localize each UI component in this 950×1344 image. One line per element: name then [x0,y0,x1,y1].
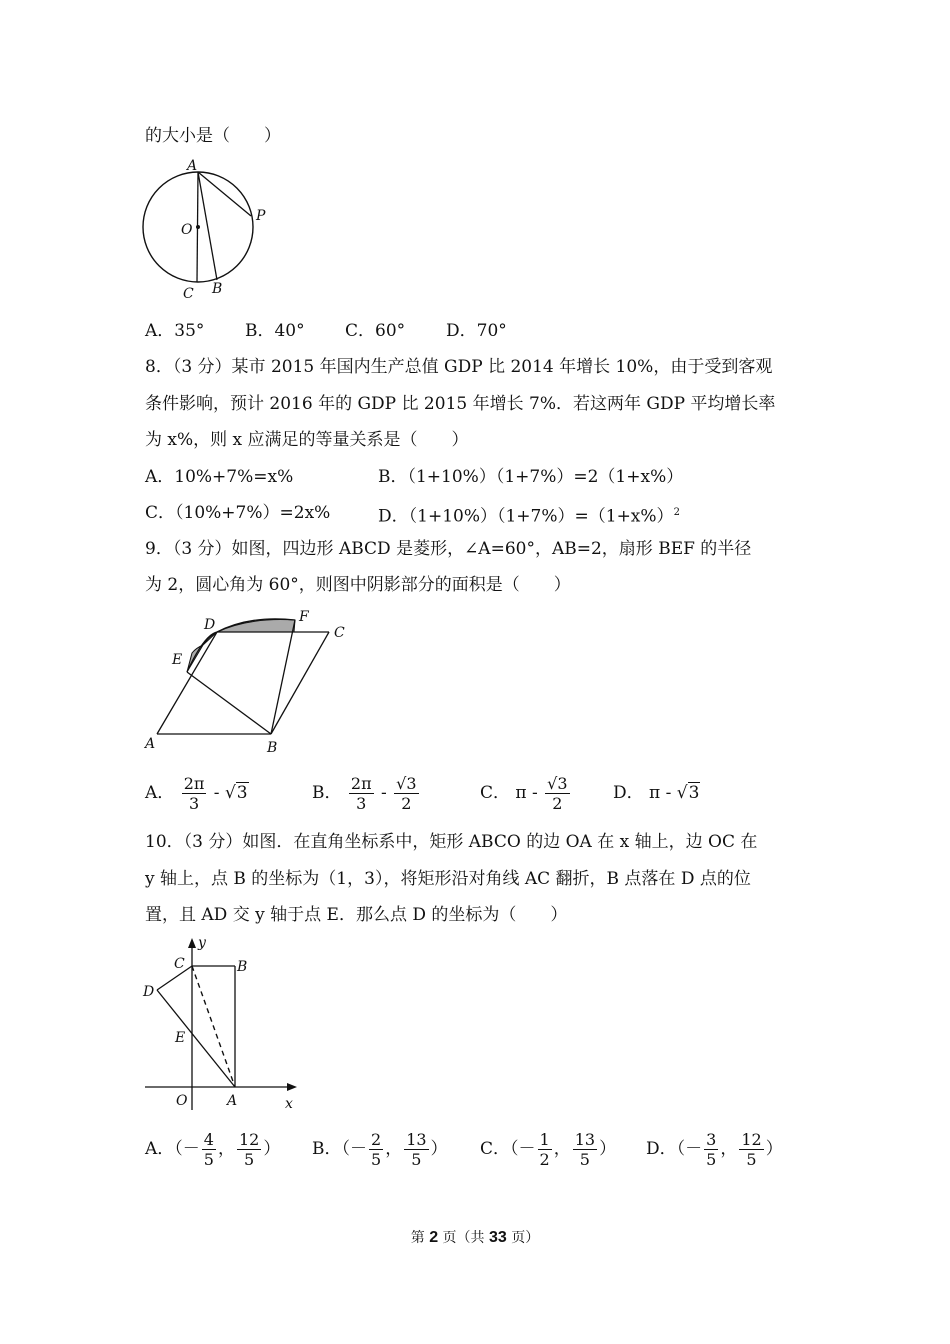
q7-label-a: A [187,158,198,174]
q10-label-e: E [175,1030,186,1046]
q7-circle-figure [135,156,280,302]
q10-label-c: C [174,956,185,972]
q9-label-e: E [172,652,183,668]
q8-option-a: A．10%+7%=x% [145,467,294,487]
q7-label-c: C [183,286,194,302]
q7-option-b: B．40° [245,321,305,341]
q9-option-b: B． $\frac{2\pi}{3}$ - $\frac{√3}{2}$ [312,774,417,813]
q8-line-2: 条件影响，预计 2016 年的 GDP 比 2015 年增长 7%．若这两年 GDP 平均增长率 [145,394,776,414]
q8-option-c: C．（10%+7%）=2x% [145,503,331,523]
q10-label-x: x [285,1096,293,1112]
q10-line-2: y 轴上，点 B 的坐标为（1，3），将矩形沿对角线 AC 翻折，B 点落在 D 点的位 [145,869,751,889]
q9-option-d: D． π - √3 [613,783,700,803]
q7-option-c: C．60° [345,321,406,341]
q10-line-3: 置，且 AD 交 y 轴于点 E．那么点 D 的坐标为（ ） [145,905,568,925]
q8-line-1: 8．（3 分）某市 2015 年国内生产总值 GDP 比 2014 年增长 10%，由于受到客观 [145,357,773,377]
q10-option-b: B．（－ $\frac{2}{5}$ ， $\frac{13}{5}$ ） [312,1130,448,1169]
q9-line-2: 为 2，圆心角为 60°，则图中阴影部分的面积是（ ） [145,575,571,595]
q10-coordinate-figure [140,932,305,1112]
q7-label-o: O [181,222,193,238]
q7-option-a: A．35° [145,321,205,341]
q8-option-b: B．（1+10%）（1+7%）=2（1+x%） [378,467,684,487]
q10-label-a: A [227,1093,238,1109]
q7-option-d: D．70° [446,321,507,341]
q7-question-tail: 的大小是（ ） [145,126,281,146]
current-page-number: 2 [429,1229,439,1246]
q10-line-1: 10．（3 分）如图．在直角坐标系中，矩形 ABCO 的边 OA 在 x 轴上，边 OC 在 [145,832,758,852]
q9-label-d: D [204,617,216,633]
q7-label-b: B [212,281,223,297]
q10-label-d: D [143,984,155,1000]
q9-option-a: A． $\frac{2\pi}{3}$ - √3 [145,774,248,813]
page-footer: 第 2 页（共 33 页） [410,1229,540,1246]
q10-label-o: O [176,1093,188,1109]
q10-label-y: y [198,935,206,951]
q9-rhombus-figure [140,605,365,755]
q9-label-c: C [334,625,345,641]
q10-label-b: B [237,959,248,975]
q10-option-d: D．（－ $\frac{3}{5}$ ， $\frac{12}{5}$ ） [646,1130,783,1169]
q8-option-d-exponent: 2 [673,507,680,518]
q9-label-a: A [145,736,156,752]
q8-line-3: 为 x%，则 x 应满足的等量关系是（ ） [145,430,469,450]
q7-label-p: P [256,208,266,224]
q9-label-f: F [299,609,309,625]
q10-option-c: C．（－ $\frac{1}{2}$ ， $\frac{13}{5}$ ） [480,1130,617,1169]
q10-option-a: A．（－ $\frac{4}{5}$ ， $\frac{12}{5}$ ） [145,1130,281,1169]
q9-line-1: 9．（3 分）如图，四边形 ABCD 是菱形，∠A=60°，AB=2，扇形 BEF 的半径 [145,539,752,559]
q8-option-d: D．$(1+10\%)(1+7\%)=(1+x\%)^2$ [378,506,680,527]
q9-option-c: C． π - $\frac{√3}{2}$ [480,774,568,813]
q9-label-b: B [267,740,278,755]
total-page-count: 33 [489,1229,507,1246]
